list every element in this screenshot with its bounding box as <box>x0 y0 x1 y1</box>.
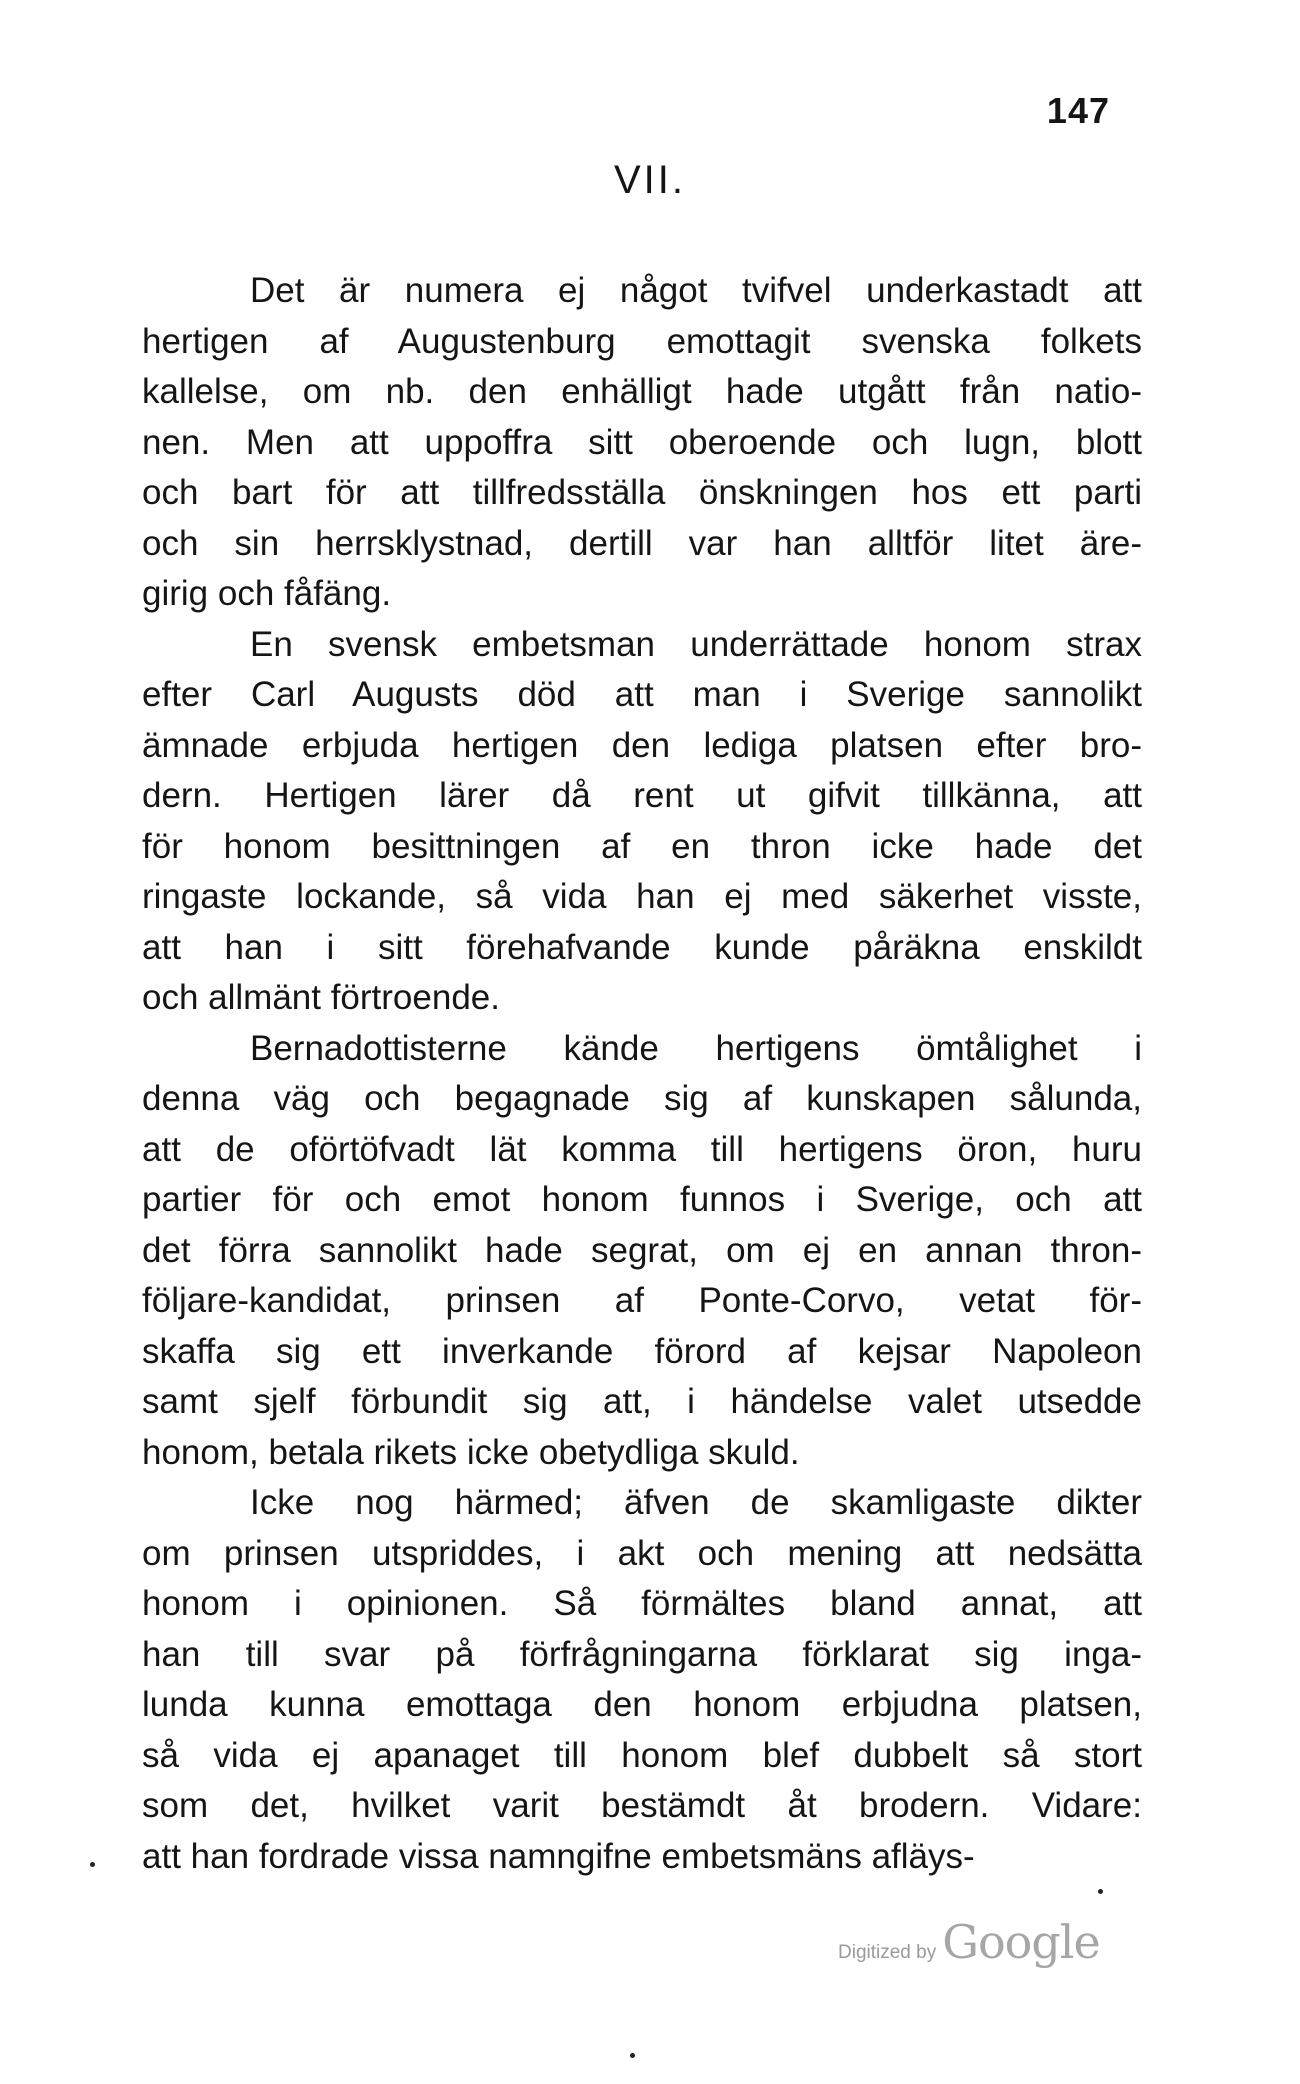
page-number: 147 <box>1046 90 1110 131</box>
text-line: girig och fåfäng. <box>142 574 392 613</box>
paragraph <box>142 1478 1142 1882</box>
text-line: partier för och emot honom funnos i Sverige, och att <box>142 1180 1142 1219</box>
text-line: En svensk embetsman underrättade honom strax <box>250 624 1142 664</box>
scan-speck <box>1098 1889 1103 1894</box>
paragraph <box>142 266 1142 620</box>
paragraph <box>142 620 1142 1024</box>
text-line: denna väg och begagnade sig af kunskapen sålunda, <box>142 1079 1142 1118</box>
text-line: så vida ej apanaget till honom blef dubbelt så stort <box>142 1735 1142 1775</box>
text-line: det förra sannolikt hade segrat, om ej en annan thron- <box>142 1230 1142 1270</box>
text-line: ringaste lockande, så vida han ej med säkerhet visste, <box>142 877 1142 916</box>
text-line: hertigen af Augustenburg emottagit svenska folkets <box>142 321 1142 361</box>
text-line: samt sjelf förbundit sig att, i händelse valet utsedde <box>142 1382 1142 1421</box>
text-line: om prinsen utspriddes, i akt och mening att nedsätta <box>142 1533 1142 1573</box>
text-line: honom i opinionen. Så förmältes bland annat, att <box>142 1584 1142 1623</box>
text-line: Icke nog härmed; äfven de skamligaste dikter <box>250 1483 1142 1522</box>
text-line: följare-kandidat, prinsen af Ponte-Corvo, vetat för- <box>142 1281 1142 1320</box>
text-line: efter Carl Augusts död att man i Sverige sannolikt <box>142 675 1142 714</box>
text-line: skaffa sig ett inverkande förord af kejsar Napoleon <box>142 1331 1142 1371</box>
text-line: nen. Men att uppoffra sitt oberoende och lugn, blott <box>142 422 1142 462</box>
digitized-by-footer <box>838 1915 1100 1969</box>
body-text <box>142 266 1142 1882</box>
scan-speck <box>90 1862 95 1867</box>
text-line: lunda kunna emottaga den honom erbjudna platsen, <box>142 1685 1142 1724</box>
text-line: för honom besittningen af en thron icke hade det <box>142 826 1142 866</box>
chapter-title: VII. <box>613 158 687 202</box>
text-line: att han i sitt förehafvande kunde påräkna enskildt <box>142 927 1142 967</box>
text-line: att han fordrade vissa namngifne embetsmäns afläys- <box>142 1836 975 1876</box>
text-line: han till svar på förfrågningarna förklarat sig inga- <box>142 1634 1142 1674</box>
text-line: och bart för att tillfredsställa önskningen hos ett parti <box>142 473 1142 512</box>
text-line: och sin herrsklystnad, dertill var han alltför litet äre- <box>142 523 1142 563</box>
digitized-label: Digitized by <box>838 1942 937 1963</box>
google-logo: Google <box>942 1915 1100 1969</box>
text-line: och allmänt förtroende. <box>142 978 500 1017</box>
paragraph <box>142 1024 1142 1479</box>
text-line: att de oförtöfvadt lät komma till hertigens öron, huru <box>142 1129 1142 1169</box>
text-line: dern. Hertigen lärer då rent ut gifvit tillkänna, att <box>142 776 1142 815</box>
text-line: Bernadottisterne kände hertigens ömtålighet i <box>250 1028 1142 1068</box>
text-line: ämnade erbjuda hertigen den lediga platsen efter bro- <box>142 725 1142 765</box>
text-line: kallelse, om nb. den enhälligt hade utgått från natio- <box>142 372 1142 411</box>
text-line: Det är numera ej något tvifvel underkastadt att <box>250 271 1142 310</box>
scan-speck <box>630 2053 635 2058</box>
text-line: som det, hvilket varit bestämdt åt brodern. Vidare: <box>142 1786 1142 1825</box>
text-line: honom, betala rikets icke obetydliga skuld. <box>142 1432 800 1472</box>
